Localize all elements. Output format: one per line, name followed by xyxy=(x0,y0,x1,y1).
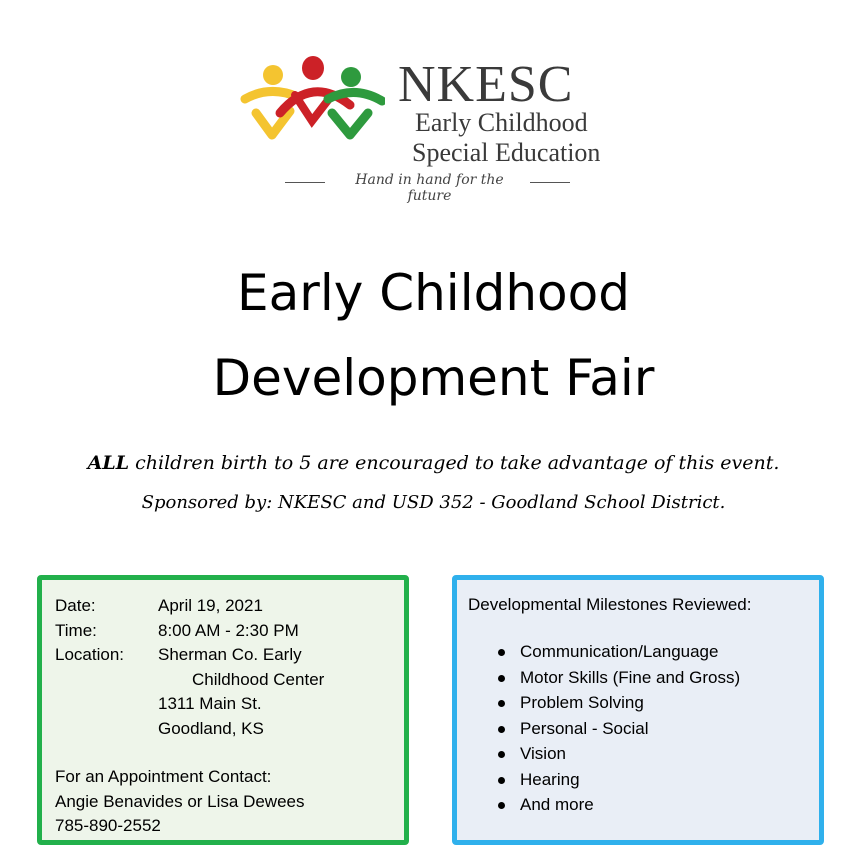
time-value: 8:00 AM - 2:30 PM xyxy=(158,620,299,640)
page-title-line2: Development Fair xyxy=(212,349,655,407)
contact-heading: For an Appointment Contact: xyxy=(55,767,272,786)
list-item xyxy=(468,768,740,794)
list-item xyxy=(468,717,740,743)
intro-text xyxy=(0,452,867,474)
time-label: Time: xyxy=(55,620,97,640)
milestone-label: Hearing xyxy=(520,769,580,789)
location-line2: Childhood Center xyxy=(192,669,325,689)
milestones-list xyxy=(468,640,740,819)
bullet-icon xyxy=(498,700,505,707)
intro-emphasis: ALL xyxy=(87,452,130,474)
bullet-icon xyxy=(498,675,505,682)
contact-phone: 785-890-2552 xyxy=(55,816,161,835)
milestone-label: And more xyxy=(520,795,594,814)
logo-name: NKESC xyxy=(398,56,574,113)
intro-body: children birth to 5 are encouraged to take advantage of this event. xyxy=(129,452,780,474)
location-line3: 1311 Main St. xyxy=(158,694,262,713)
list-item xyxy=(468,640,740,666)
nkesc-logo xyxy=(240,55,620,204)
bullet-icon xyxy=(498,802,505,809)
location-label: Location: xyxy=(55,645,124,664)
event-details-box xyxy=(37,575,409,845)
logo-subtitle-line2: Special Education xyxy=(412,138,601,167)
bullet-icon xyxy=(498,751,505,758)
milestone-label: Vision xyxy=(520,744,566,763)
date-value: April 19, 2021 xyxy=(158,596,263,615)
bullet-icon xyxy=(498,649,505,656)
tagline-divider-left xyxy=(285,182,325,183)
tagline-divider-right xyxy=(530,182,570,183)
logo-subtitle-line1: Early Childhood xyxy=(415,108,588,137)
location-line4: Goodland, KS xyxy=(158,718,264,738)
list-item xyxy=(468,742,740,768)
contact-names: Angie Benavides or Lisa Dewees xyxy=(55,791,305,811)
milestones-box xyxy=(452,575,824,845)
list-item xyxy=(468,691,740,717)
milestones-heading: Developmental Milestones Reviewed: xyxy=(468,595,752,614)
list-item xyxy=(468,793,740,819)
milestone-label: Personal - Social xyxy=(520,718,649,738)
page-title-line1: Early Childhood xyxy=(237,264,630,322)
location-line1: Sherman Co. Early xyxy=(158,645,302,664)
sponsor-text: Sponsored by: NKESC and USD 352 - Goodland School District. xyxy=(141,492,726,513)
logo-tagline: Hand in hand for the future xyxy=(355,172,504,204)
milestone-label: Motor Skills (Fine and Gross) xyxy=(520,667,741,687)
date-label: Date: xyxy=(55,596,96,615)
bullet-icon xyxy=(498,726,505,733)
list-item xyxy=(468,666,740,692)
bullet-icon xyxy=(498,777,505,784)
milestone-label: Communication/Language xyxy=(520,642,719,661)
children-figures-logo-icon xyxy=(240,55,385,145)
milestone-label: Problem Solving xyxy=(520,693,644,712)
